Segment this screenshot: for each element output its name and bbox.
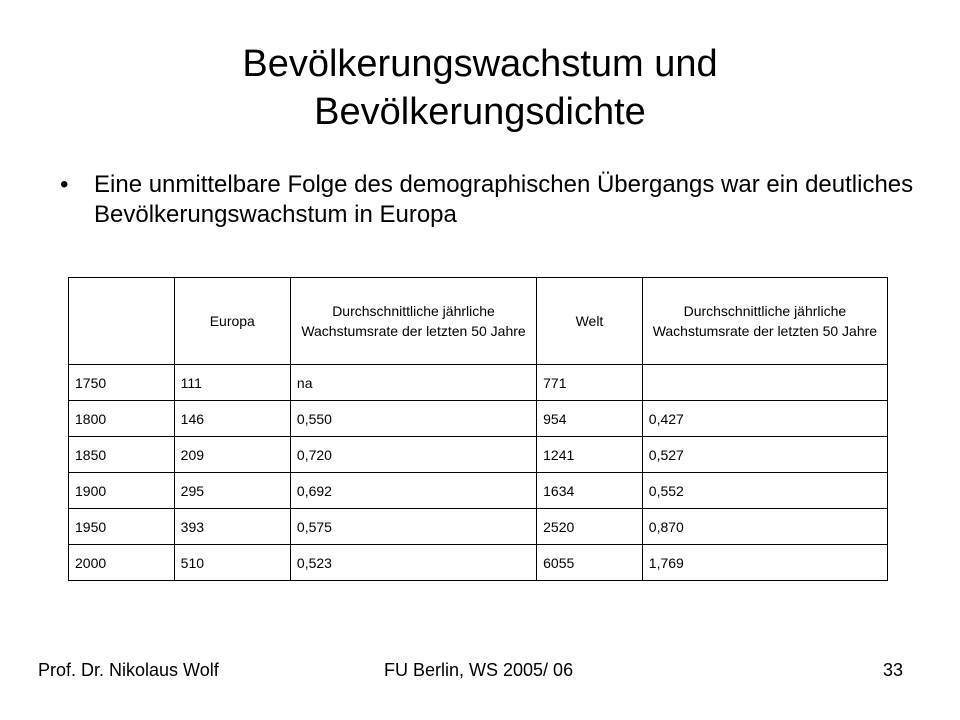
page-number: 33: [882, 660, 903, 680]
title-line-1: Bevölkerungswachstum und: [242, 43, 718, 85]
cell-europa-rate: 0,523: [290, 545, 536, 581]
cell-year: 1950: [69, 509, 175, 545]
table-header-row: [69, 278, 888, 365]
cell-europa-rate: 0,575: [290, 509, 536, 545]
cell-welt-rate: 0,870: [642, 509, 887, 545]
cell-europa-rate: 0,720: [290, 437, 536, 473]
cell-europa-rate: na: [290, 365, 536, 401]
cell-welt-rate: 0,552: [642, 473, 887, 509]
cell-europa: 146: [174, 401, 290, 437]
cell-europa: 393: [174, 509, 290, 545]
cell-year: 1800: [69, 401, 175, 437]
cell-welt: 1634: [537, 473, 643, 509]
footer-author: Prof. Dr. Nikolaus Wolf: [38, 660, 219, 680]
cell-welt-rate: 1,769: [642, 545, 887, 581]
cell-europa: 111: [174, 365, 290, 401]
header-welt-rate: Durchschnittliche jährliche Wachstumsrate der letzten 50 Jahre: [642, 278, 887, 365]
footer-course: FU Berlin, WS 2005/ 06: [384, 660, 574, 680]
table-row: [69, 473, 888, 509]
cell-year: 1850: [69, 437, 175, 473]
cell-year: 2000: [69, 545, 175, 581]
cell-welt-rate: 0,427: [642, 401, 887, 437]
cell-welt: 2520: [537, 509, 643, 545]
bullet-marker: •: [60, 171, 69, 198]
header-europa: Europa: [174, 278, 290, 365]
table-row: [69, 437, 888, 473]
cell-welt: 1241: [537, 437, 643, 473]
title-line-2: Bevölkerungsdichte: [314, 91, 646, 133]
header-welt: Welt: [537, 278, 643, 365]
cell-year: 1900: [69, 473, 175, 509]
bullet-text: Eine unmittelbare Folge des demographischen Übergangs war ein deutliches Bevölkerungswachstum in Europa: [94, 171, 914, 228]
slide-title: [0, 40, 960, 136]
cell-europa: 209: [174, 437, 290, 473]
population-table: [68, 277, 888, 581]
cell-welt: 771: [537, 365, 643, 401]
table-row: [69, 545, 888, 581]
cell-europa: 510: [174, 545, 290, 581]
table-row: [69, 401, 888, 437]
cell-welt-rate: [642, 365, 887, 401]
cell-welt: 954: [537, 401, 643, 437]
cell-europa-rate: 0,692: [290, 473, 536, 509]
bullet-list: [60, 170, 920, 230]
table-row: [69, 509, 888, 545]
header-year: [69, 278, 175, 365]
header-europa-rate: Durchschnittliche jährliche Wachstumsrate der letzten 50 Jahre: [290, 278, 536, 365]
cell-welt-rate: 0,527: [642, 437, 887, 473]
cell-year: 1750: [69, 365, 175, 401]
cell-europa: 295: [174, 473, 290, 509]
cell-europa-rate: 0,550: [290, 401, 536, 437]
cell-welt: 6055: [537, 545, 643, 581]
table-row: [69, 365, 888, 401]
